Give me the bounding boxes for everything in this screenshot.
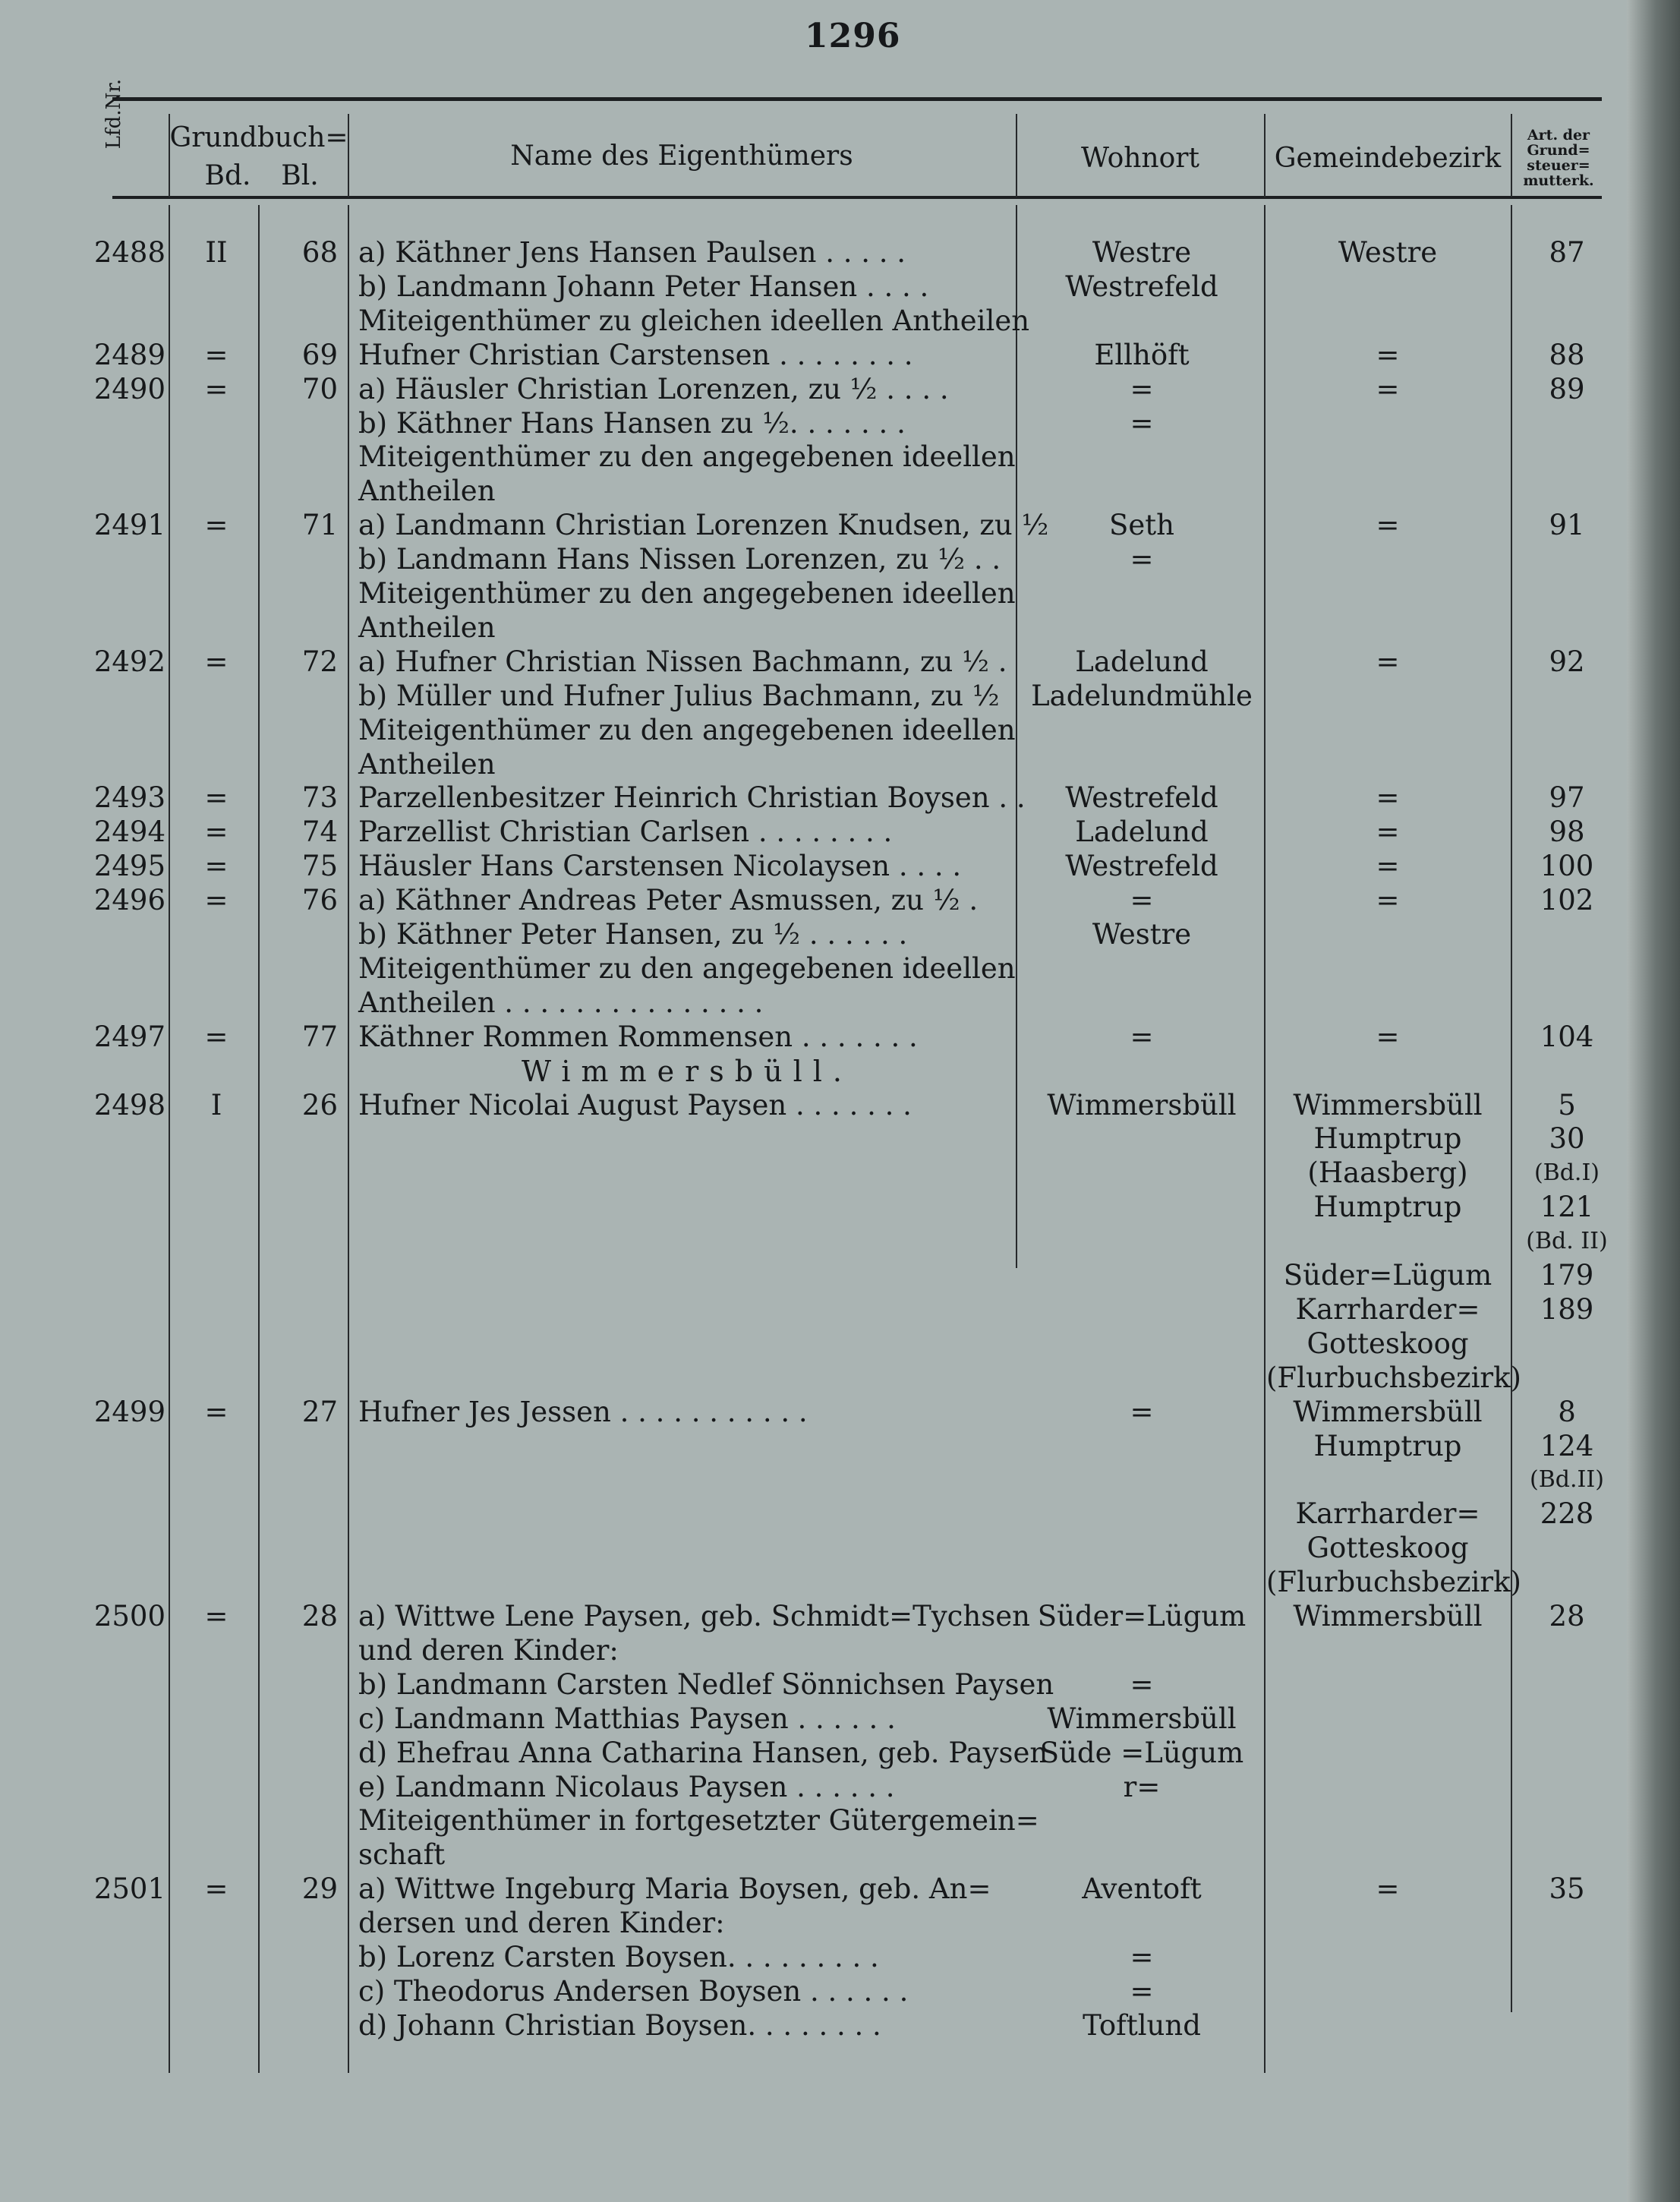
owner-name: b) Landmann Hans Nissen Lorenzen, zu ½ . . xyxy=(358,543,1001,576)
residence: Westrefeld xyxy=(1065,270,1218,303)
municipal-district: (Haasberg) xyxy=(1307,1156,1468,1190)
page-number: 1296 xyxy=(805,17,901,55)
residence: Westrefeld xyxy=(1065,850,1218,883)
residence: = xyxy=(1130,543,1154,576)
owner-name: Käthner Rommen Rommensen . . . . . . . xyxy=(358,1020,918,1053)
residence: Toftlund xyxy=(1083,2008,1201,2042)
owner-name: e) Landmann Nicolaus Paysen . . . . . . xyxy=(358,1770,895,1803)
residence: = xyxy=(1130,406,1154,440)
grundbuch-band: = xyxy=(204,372,229,405)
tax-roll-article: 228 xyxy=(1540,1497,1594,1531)
grundbuch-band: I xyxy=(210,1088,222,1122)
body-divider-wohnort xyxy=(1264,205,1266,2073)
owner-name: a) Käthner Andreas Peter Asmussen, zu ½ . xyxy=(358,884,979,917)
owner-name: Antheilen . . . . . . . . . . . . . . . xyxy=(358,986,764,1019)
owner-name: dersen und deren Kinder: xyxy=(358,1907,725,1940)
entry-number: 2488 xyxy=(93,236,165,269)
residence: r= xyxy=(1123,1770,1161,1803)
owner-name: Miteigenthümer zu gleichen ideellen Antheilen xyxy=(358,304,1030,337)
grundbuch-blatt: 70 xyxy=(301,372,338,405)
grundbuch-blatt: 72 xyxy=(301,645,338,678)
owner-name: Miteigenthümer zu den angegebenen ideellen xyxy=(358,440,1016,474)
header-wohnort: Wohnort xyxy=(1081,143,1199,174)
municipal-district: Karrharder= xyxy=(1295,1292,1480,1326)
grundbuch-band: = xyxy=(204,645,229,678)
entry-number: 2496 xyxy=(93,884,165,917)
header-art-line: Grund= xyxy=(1527,142,1590,159)
body-divider-bd xyxy=(258,205,260,2073)
header-rule xyxy=(112,196,1602,199)
header-art-line: mutterk. xyxy=(1523,172,1594,189)
tax-roll-article: (Bd.II) xyxy=(1530,1466,1604,1494)
grundbuch-band: = xyxy=(204,1020,229,1053)
residence: = xyxy=(1130,884,1154,917)
municipal-district: = xyxy=(1376,645,1400,678)
top-rule xyxy=(112,97,1602,101)
municipal-district: = xyxy=(1376,509,1400,542)
municipal-district: Westre xyxy=(1338,236,1438,269)
owner-name: Antheilen xyxy=(358,610,496,644)
grundbuch-blatt: 73 xyxy=(301,781,338,815)
entry-number: 2500 xyxy=(93,1600,165,1633)
residence: Wimmersbüll xyxy=(1047,1088,1237,1122)
tax-roll-article: 104 xyxy=(1540,1020,1594,1053)
owner-name: und deren Kinder: xyxy=(358,1633,619,1667)
municipal-district: = xyxy=(1376,338,1400,371)
owner-name: Hufner Nicolai August Paysen . . . . . . . xyxy=(358,1088,912,1122)
municipal-district: = xyxy=(1376,781,1400,815)
tax-roll-article: 89 xyxy=(1549,372,1585,405)
grundbuch-blatt: 29 xyxy=(301,1872,338,1906)
owner-name: Parzellenbesitzer Heinrich Christian Boysen . . xyxy=(358,781,1026,815)
entry-number: 2495 xyxy=(93,850,165,883)
grundbuch-band: = xyxy=(204,815,229,849)
tax-roll-article: 97 xyxy=(1549,781,1585,815)
grundbuch-blatt: 28 xyxy=(301,1600,338,1633)
municipal-district: Wimmersbüll xyxy=(1293,1600,1483,1633)
grundbuch-band: = xyxy=(204,1395,229,1428)
grundbuch-band: = xyxy=(204,850,229,883)
tax-roll-article: 30 xyxy=(1549,1122,1585,1156)
header-art-line: Art. der xyxy=(1527,127,1590,144)
tax-roll-article: 91 xyxy=(1549,509,1585,542)
header-art xyxy=(1513,121,1604,194)
residence: Süder=Lügum xyxy=(1037,1600,1247,1633)
municipal-district: Gotteskoog xyxy=(1306,1532,1469,1565)
owner-name: d) Ehefrau Anna Catharina Hansen, geb. Paysen xyxy=(358,1736,1048,1769)
owner-name: Miteigenthümer zu den angegebenen ideellen xyxy=(358,713,1016,746)
grundbuch-blatt: 76 xyxy=(301,884,338,917)
owner-name: a) Käthner Jens Hansen Paulsen . . . . . xyxy=(358,236,906,269)
owner-name: Miteigenthümer zu den angegebenen ideellen xyxy=(358,951,1016,985)
municipal-district: = xyxy=(1376,372,1400,405)
grundbuch-blatt: 26 xyxy=(301,1088,338,1122)
residence: = xyxy=(1130,1667,1154,1701)
residence: Wimmersbüll xyxy=(1047,1702,1237,1735)
grundbuch-band: = xyxy=(204,781,229,815)
tax-roll-article: (Bd. II) xyxy=(1526,1228,1608,1255)
grundbuch-blatt: 27 xyxy=(301,1395,338,1428)
tax-roll-article: 98 xyxy=(1549,815,1585,849)
municipal-district: = xyxy=(1376,815,1400,849)
tax-roll-article: 87 xyxy=(1549,236,1585,269)
grundbuch-blatt: 69 xyxy=(301,338,338,371)
residence: Westre xyxy=(1092,918,1192,951)
owner-name: a) Wittwe Ingeburg Maria Boysen, geb. An= xyxy=(358,1872,991,1906)
grundbuch-band: = xyxy=(204,338,229,371)
book-spine-shadow xyxy=(1627,0,1680,2202)
residence: Westre xyxy=(1092,236,1192,269)
residence: Ladelundmühle xyxy=(1031,679,1253,712)
owner-name: a) Wittwe Lene Paysen, geb. Schmidt=Tychsen xyxy=(358,1600,1030,1633)
grundbuch-blatt: 75 xyxy=(301,850,338,883)
entry-number: 2492 xyxy=(93,645,165,678)
municipal-district: Humptrup xyxy=(1313,1122,1462,1156)
header-gemeindebezirk: Gemeindebezirk xyxy=(1274,143,1502,174)
grundbuch-band: II xyxy=(205,236,228,269)
owner-name: b) Lorenz Carsten Boysen. . . . . . . . . xyxy=(358,1941,879,1973)
header-lfd-nr: Lfd.Nr. xyxy=(102,78,125,150)
grundbuch-blatt: 74 xyxy=(301,815,338,849)
col-divider-bezirk xyxy=(1511,114,1512,197)
grundbuch-band: = xyxy=(204,509,229,542)
municipal-district: Karrharder= xyxy=(1295,1497,1480,1531)
residence: Ladelund xyxy=(1075,815,1209,849)
owner-name: b) Käthner Peter Hansen, zu ½ . . . . . . xyxy=(358,918,908,951)
header-name: Name des Eigenthümers xyxy=(510,140,853,172)
grundbuch-blatt: 68 xyxy=(301,236,338,269)
body-divider-name xyxy=(1016,205,1017,1268)
residence: Westrefeld xyxy=(1065,781,1218,815)
owner-name: b) Landmann Johann Peter Hansen . . . . xyxy=(358,270,929,303)
residence: = xyxy=(1130,1020,1154,1053)
col-divider-wohnort xyxy=(1264,114,1266,197)
grundbuch-band: = xyxy=(204,1872,229,1906)
residence: Ellhöft xyxy=(1094,338,1190,371)
owner-name: c) Theodorus Andersen Boysen . . . . . . xyxy=(358,1974,909,2008)
entry-number: 2489 xyxy=(93,338,165,371)
header-art-line: steuer= xyxy=(1527,157,1590,174)
col-divider-name xyxy=(1016,114,1017,197)
owner-name: schaft xyxy=(358,1838,446,1872)
residence: = xyxy=(1130,1395,1154,1428)
body-divider-lfd xyxy=(169,205,170,2073)
tax-roll-article: 179 xyxy=(1540,1259,1594,1292)
owner-name: Häusler Hans Carstensen Nicolaysen . . . . xyxy=(358,850,962,883)
entry-number: 2494 xyxy=(93,815,165,849)
municipal-district: Humptrup xyxy=(1313,1191,1462,1224)
tax-roll-article: 88 xyxy=(1549,338,1585,371)
residence: = xyxy=(1130,1941,1154,1973)
tax-roll-article: 35 xyxy=(1549,1872,1585,1906)
owner-name: Antheilen xyxy=(358,747,496,781)
owner-name: c) Landmann Matthias Paysen . . . . . . xyxy=(358,1702,896,1735)
residence: = xyxy=(1130,1974,1154,2008)
residence: Seth xyxy=(1109,509,1174,542)
municipal-district: Humptrup xyxy=(1313,1429,1462,1462)
owner-name: b) Müller und Hufner Julius Bachmann, zu ½ xyxy=(358,679,1000,712)
tax-roll-article: 121 xyxy=(1540,1191,1594,1224)
municipal-district: (Flurbuchsbezirk) xyxy=(1266,1566,1521,1599)
body-divider-bl xyxy=(348,205,349,2073)
tax-roll-article: 102 xyxy=(1540,884,1594,917)
grundbuch-band: = xyxy=(204,884,229,917)
municipal-district: Wimmersbüll xyxy=(1293,1395,1483,1428)
entry-number: 2491 xyxy=(93,509,165,542)
header-grundbuch: Grundbuch= xyxy=(169,122,348,153)
municipal-district: Gotteskoog xyxy=(1306,1327,1469,1360)
entry-number: 2501 xyxy=(93,1872,165,1906)
tax-roll-article: 28 xyxy=(1549,1600,1585,1633)
owner-name: Parzellist Christian Carlsen . . . . . . . . xyxy=(358,815,893,849)
grundbuch-blatt: 71 xyxy=(301,509,338,542)
grundbuch-band: = xyxy=(204,1600,229,1633)
owner-name: d) Johann Christian Boysen. . . . . . . . xyxy=(358,2008,881,2042)
municipal-district: = xyxy=(1376,1872,1400,1906)
tax-roll-article: 100 xyxy=(1540,850,1594,883)
tax-roll-article: 92 xyxy=(1549,645,1585,678)
header-bd: Bd. xyxy=(204,160,251,191)
tax-roll-article: 124 xyxy=(1540,1429,1594,1462)
municipal-district: = xyxy=(1376,850,1400,883)
residence: Süde =Lügum xyxy=(1039,1736,1244,1769)
grundbuch-blatt: 77 xyxy=(301,1020,338,1053)
entry-number: 2490 xyxy=(93,372,165,405)
tax-roll-article: 189 xyxy=(1540,1292,1594,1326)
municipal-district: = xyxy=(1376,1020,1400,1053)
entry-number: 2498 xyxy=(93,1088,165,1122)
municipal-district: (Flurbuchsbezirk) xyxy=(1266,1361,1521,1394)
owner-name: Antheilen xyxy=(358,475,496,508)
owner-name: a) Häusler Christian Lorenzen, zu ½ . . . . xyxy=(358,372,949,405)
municipal-district: = xyxy=(1376,884,1400,917)
entry-number: 2497 xyxy=(93,1020,165,1053)
owner-name: Miteigenthümer in fortgesetzter Gütergemein= xyxy=(358,1804,1039,1838)
section-title: Wimmersbüll. xyxy=(522,1054,853,1088)
owner-name: a) Hufner Christian Nissen Bachmann, zu ½ . xyxy=(358,645,1007,678)
residence: = xyxy=(1130,372,1154,405)
tax-roll-article: 8 xyxy=(1558,1395,1576,1428)
owner-name: Hufner Jes Jessen . . . . . . . . . . . xyxy=(358,1395,808,1428)
owner-name: Hufner Christian Carstensen . . . . . . . . xyxy=(358,338,913,371)
tax-roll-article: (Bd.I) xyxy=(1533,1159,1600,1187)
entry-number: 2499 xyxy=(93,1395,165,1428)
entry-number: 2493 xyxy=(93,781,165,815)
header-bl: Bl. xyxy=(281,160,319,191)
tax-roll-article: 5 xyxy=(1558,1088,1576,1122)
residence: Ladelund xyxy=(1075,645,1209,678)
owner-name: b) Landmann Carsten Nedlef Sönnichsen Paysen xyxy=(358,1667,1054,1701)
owner-name: Miteigenthümer zu den angegebenen ideellen xyxy=(358,577,1016,610)
owner-name: b) Käthner Hans Hansen zu ½. . . . . . . xyxy=(358,406,906,440)
residence: Aventoft xyxy=(1082,1872,1202,1906)
municipal-district: Süder=Lügum xyxy=(1283,1259,1492,1292)
owner-name: a) Landmann Christian Lorenzen Knudsen, zu ½ xyxy=(358,509,1049,542)
municipal-district: Wimmersbüll xyxy=(1293,1088,1483,1122)
